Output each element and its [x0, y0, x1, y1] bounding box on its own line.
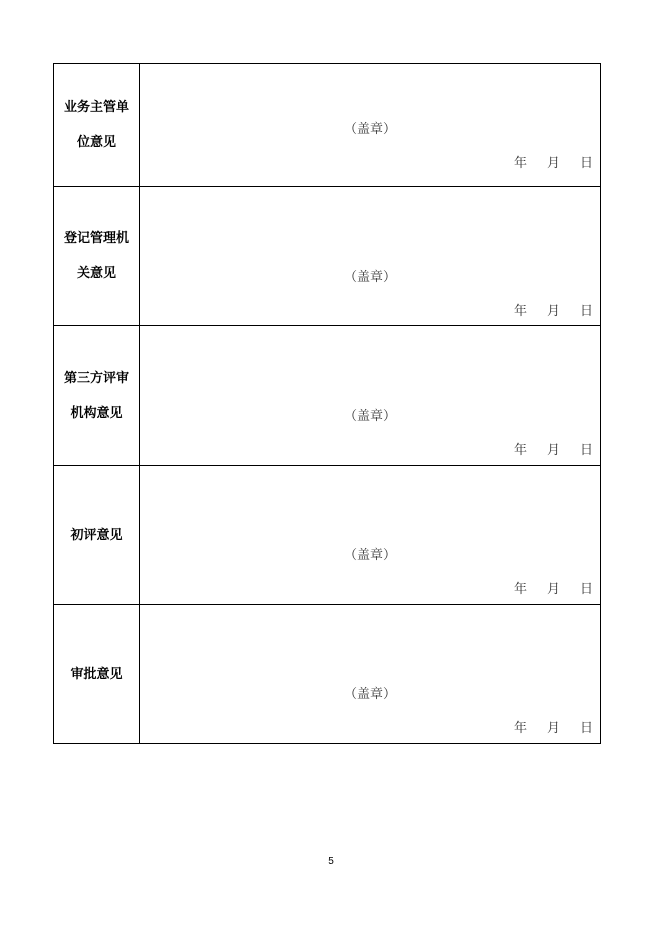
row-label-cell	[54, 64, 140, 187]
date-line	[514, 578, 593, 597]
day-label: 日	[579, 443, 593, 458]
opinion-form-table	[53, 63, 601, 744]
opinion-row-registration-authority	[54, 187, 601, 326]
month-label: 月	[546, 443, 560, 458]
seal-note: （盖章）	[343, 409, 396, 424]
row-label-cell	[54, 326, 140, 466]
day-label: 日	[579, 582, 593, 597]
opinion-field[interactable]	[140, 605, 601, 744]
opinion-field[interactable]	[140, 64, 601, 187]
seal-note: （盖章）	[343, 122, 396, 137]
opinion-field[interactable]	[140, 326, 601, 466]
opinion-row-third-party-review	[54, 326, 601, 466]
date-line	[514, 152, 593, 171]
year-label: 年	[513, 156, 527, 171]
year-label: 年	[513, 443, 527, 458]
seal-note: （盖章）	[343, 548, 396, 563]
seal-note: （盖章）	[343, 270, 396, 285]
month-label: 月	[546, 582, 560, 597]
date-line	[514, 300, 593, 319]
month-label: 月	[546, 156, 560, 171]
day-label: 日	[579, 721, 593, 736]
row-label: 业务主管单位意见	[63, 100, 129, 150]
opinion-field[interactable]	[140, 187, 601, 326]
row-label: 登记管理机关意见	[63, 231, 129, 281]
day-label: 日	[579, 156, 593, 171]
page-number: 5	[328, 856, 334, 867]
row-label: 审批意见	[70, 666, 123, 682]
year-label: 年	[513, 721, 527, 736]
month-label: 月	[546, 304, 560, 319]
year-label: 年	[513, 582, 527, 597]
seal-note: （盖章）	[343, 687, 396, 702]
day-label: 日	[579, 304, 593, 319]
row-label-cell	[54, 605, 140, 744]
opinion-row-preliminary-review	[54, 466, 601, 605]
year-label: 年	[513, 304, 527, 319]
opinion-row-business-authority	[54, 64, 601, 187]
month-label: 月	[546, 721, 560, 736]
row-label-cell	[54, 187, 140, 326]
row-label: 第三方评审机构意见	[63, 370, 129, 421]
date-line	[514, 717, 593, 736]
opinion-field[interactable]	[140, 466, 601, 605]
row-label-cell	[54, 466, 140, 605]
opinion-row-approval	[54, 605, 601, 744]
row-label: 初评意见	[70, 527, 123, 543]
date-line	[514, 439, 593, 458]
